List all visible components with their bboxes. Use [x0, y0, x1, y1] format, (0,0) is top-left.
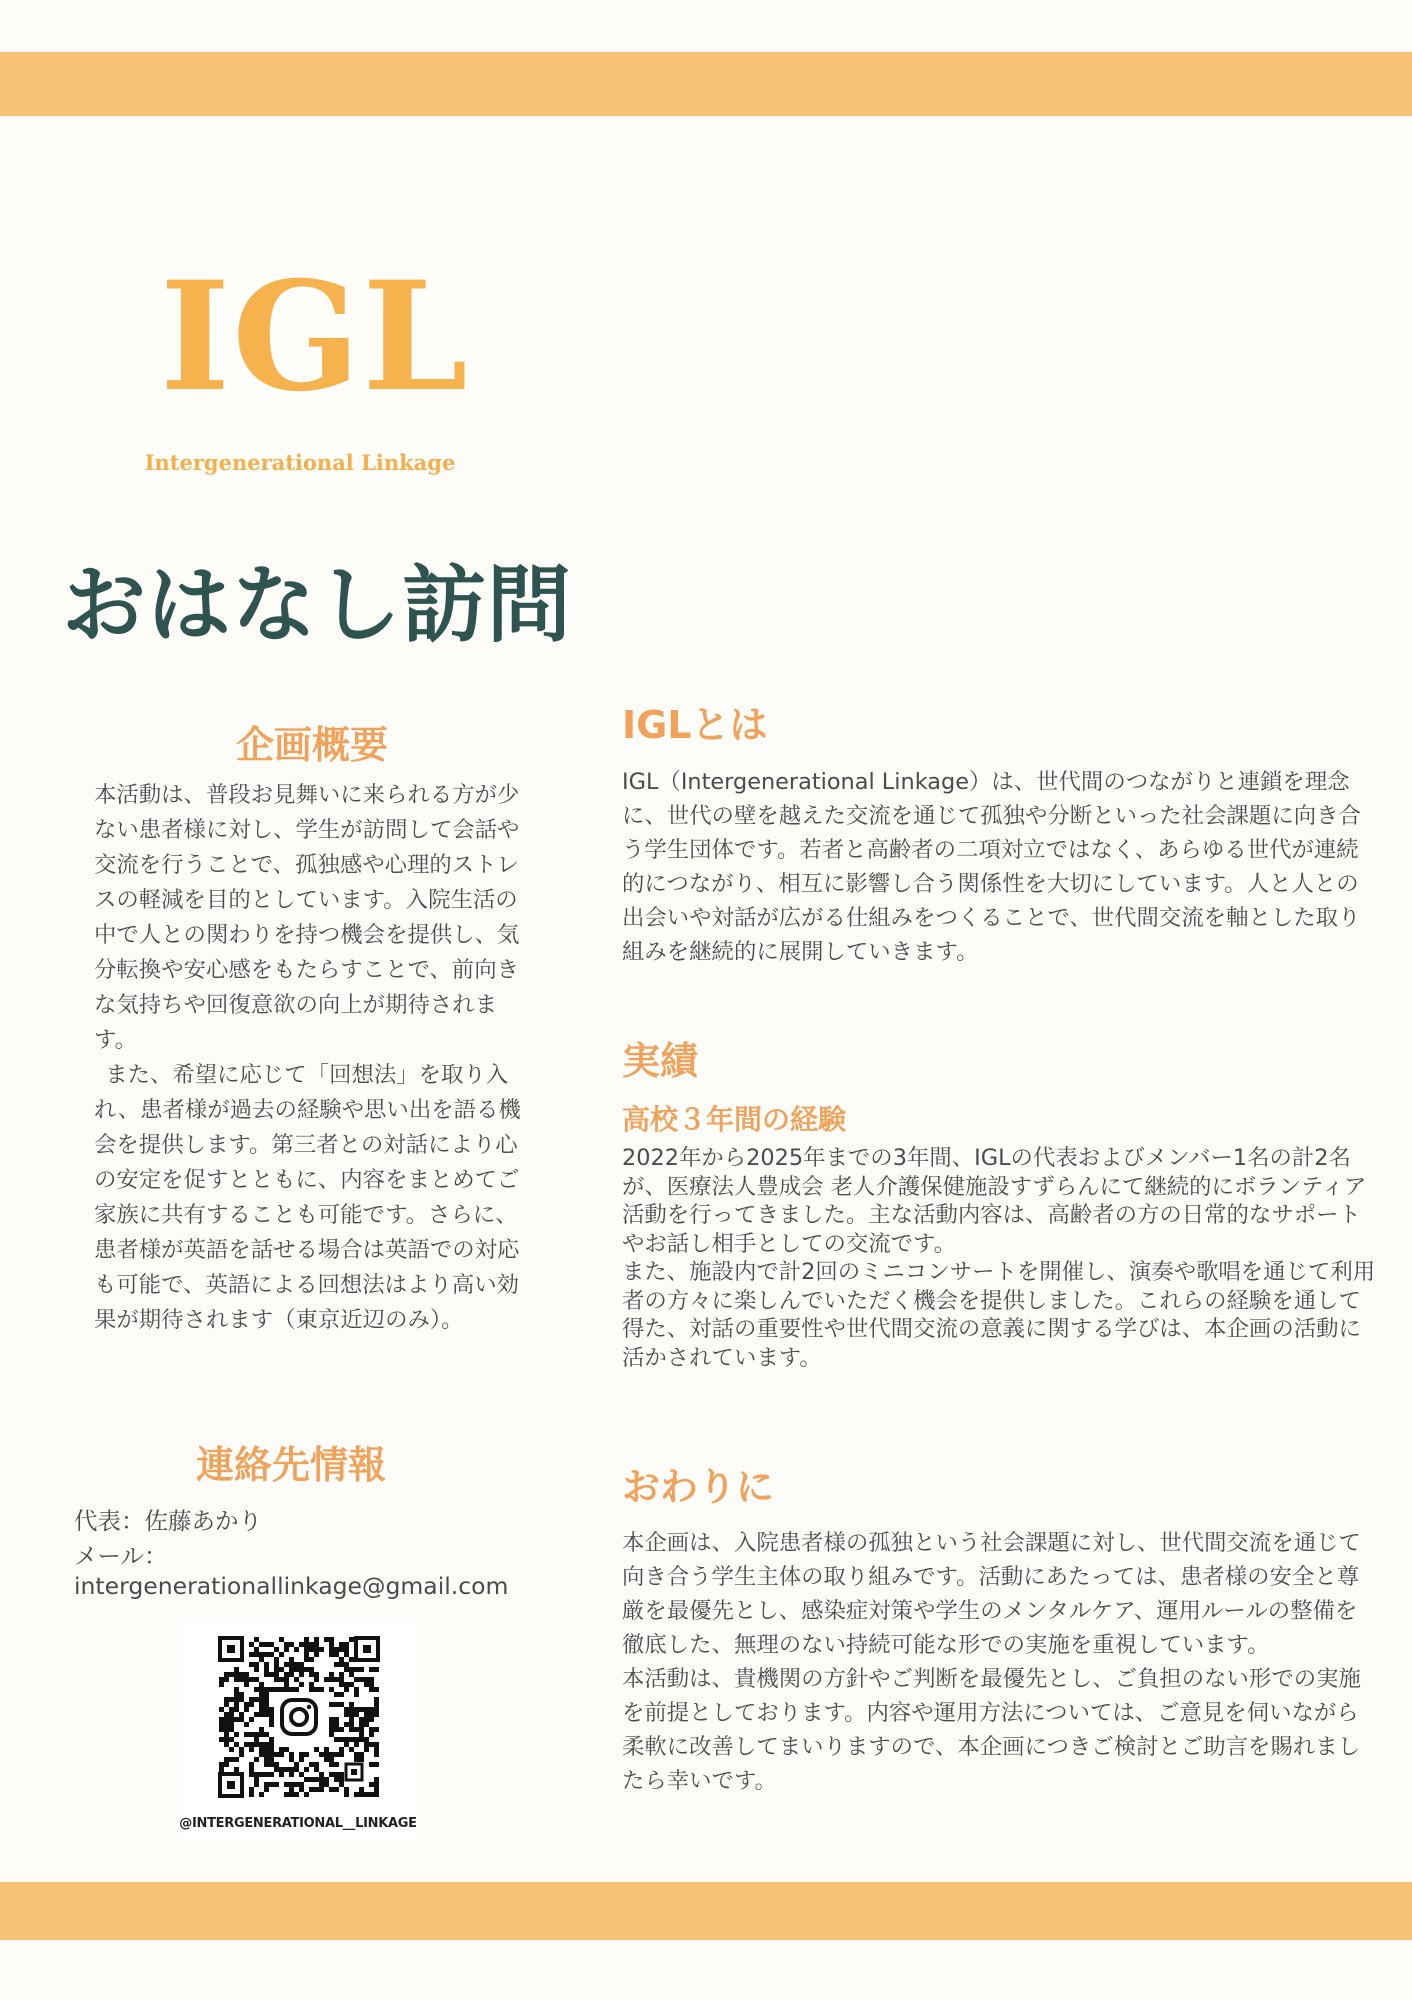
- top-accent-band: [0, 52, 1412, 116]
- results-paragraph-2: また、施設内で計2回のミニコンサートを開催し、演奏や歌唱を通じて利用者の方々に楽しんでいただく機会を提供しました。これらの経験を通して得た、対話の重要性や世代間交流の意義に関する学びは、本企画の活動に活かされています。: [622, 1259, 1376, 1371]
- igl-logo-mark: IGL: [160, 249, 470, 425]
- overview-paragraph-1: 本活動は、普段お見舞いに来られる方が少ない患者様に対し、学生が訪問して会話や交流を行うことで、孤独感や心理的ストレスの軽減を目的としています。入院生活の中で人との関わりを持つ機会を提供し、気分転換や安心感をもたらすことで、前向きな気持ちや回復意欲の向上が期待されます。: [94, 782, 520, 1053]
- closing-text: [622, 1526, 1367, 1798]
- contact-heading: 連絡先情報: [196, 1443, 387, 1487]
- page-title: おはなし訪問: [62, 556, 573, 654]
- closing-paragraph-2: 本活動は、貴機関の方針やご判断を最優先とし、ご負担のない形での実施を前提としております。内容や運用方法については、ご意見を伺いながら柔軟に改善してまいりますので、本企画につきご検討とご助言を賜れましたら幸いです。: [622, 1666, 1361, 1794]
- results-paragraph-1: 2022年から2025年までの3年間、IGLの代表およびメンバー1名の計2名が、医療法人豊成会 老人介護保健施設すずらんにて継続的にボランティア活動を行ってきました。主な活動内容は、高齢者の方の日常的なサポートやお話し相手としての交流です。: [622, 1145, 1367, 1257]
- contact-representative: 代表：佐藤あかり: [74, 1507, 262, 1535]
- results-subheading: 高校３年間の経験: [622, 1103, 847, 1136]
- closing-paragraph-1: 本企画は、入院患者様の孤独という社会課題に対し、世代間交流を通じて向き合う学生主体の取り組みです。活動にあたっては、患者様の安全と尊厳を最優先とし、感染症対策や学生のメンタルケア、運用ルールの整備を徹底した、無理のない持続可能な形での実施を重視しています。: [622, 1530, 1361, 1658]
- overview-paragraph-2: また、希望に応じて「回想法」を取り入れ、患者様が過去の経験や思い出を語る機会を提供します。第三者との対話により心の安定を促すとともに、内容をまとめてご家族に共有することも可能です。さらに、患者様が英語を話せる場合は英語での対応も可能で、英語による回想法はより高い効果が期待されます（東京近辺のみ）。: [94, 1062, 521, 1333]
- contact-email[interactable]: intergenerationallinkage@gmail.com: [74, 1572, 509, 1600]
- contact-mail-label: メール：: [74, 1542, 168, 1570]
- about-heading: IGLとは: [622, 703, 768, 747]
- results-text: [622, 1144, 1377, 1372]
- about-text: IGL（Intergenerational Linkage）は、世代間のつながりと連鎖を理念に、世代の壁を越えた交流を通じて孤独や分断といった社会課題に向き合う学生団体です。若者と高齢者の二項対立ではなく、あらゆる世代が連続的につながり、相互に影響し合う関係性を大切にしています。人と人との出会いや対話が広がる仕組みをつくることで、世代間交流を軸とした取り組みを継続的に展開していきます。: [622, 769, 1361, 965]
- closing-heading: おわりに: [622, 1465, 775, 1509]
- overview-text: [94, 778, 534, 1338]
- instagram-qr-card[interactable]: [178, 1618, 418, 1840]
- instagram-qr-code[interactable]: [218, 1636, 380, 1798]
- logo-tagline: Intergenerational Linkage: [144, 450, 456, 475]
- overview-heading: 企画概要: [236, 723, 389, 767]
- bottom-accent-band: [0, 1882, 1412, 1940]
- instagram-handle: @INTERGENERATIONAL__LINKAGE: [179, 1816, 417, 1831]
- results-heading: 実績: [622, 1039, 699, 1083]
